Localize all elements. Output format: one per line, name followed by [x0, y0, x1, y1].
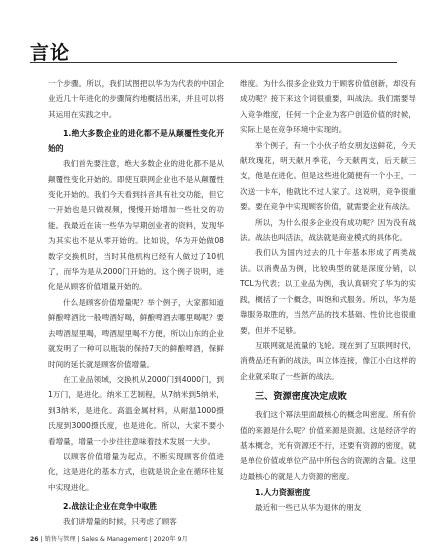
paragraph: 在工业品领域，交换机从2000门到4000门，到1万门，是进化。纳米工艺制程，从7纳米到5纳米，到3纳米，是进化。高温金属材料，从耐温1000摄氏度到3000摄氏度，也是进化。所以，大家不要小看增量，增量一小步往往意味着技术发展一大步。	[48, 374, 224, 446]
paragraph: 我们这个幂法里面最核心的概念叫密度。所有价值的来源是什么呢？价值来源是资源。这是经济学的基本概念，光有资源还不行，还要有资源的密度，就是单位价值或单位产品中所包含的资源的含量。这里边最核心的就是人力资源的密度。	[240, 410, 416, 481]
paragraph: 什么是顾客价值增量呢？举个例子，大家都知道鲜酿啤酒比一般啤酒好喝，鲜酿啤酒去哪里喝呢？要去啤酒屋里喝，啤酒屋里喝不方便，所以山东的企业就发明了一种可以瓶装的保持7天的鲜酿啤酒，保鲜时间的延长就是顾客价值增量。	[48, 297, 224, 369]
section-title: 言论	[30, 42, 71, 64]
subheading: 1.人力资源密度	[255, 488, 311, 498]
left-text-column	[48, 76, 224, 530]
paragraph: 一个步骤。所以，我们试图把以华为为代表的中国企业近几十年进化的步骤简约地概括出来，并且可以将其运用在实践之中。	[48, 79, 224, 119]
paragraph: 以顾客价值增量为起点，不断实现顾客价值进化，这是进化的基本方式，也就是说企业在循环往复中实现进化。	[48, 451, 224, 492]
paragraph: 举个例子，有一个小伙子给女朋友送鲜花，今天献玫瑰花，明天献月季花，今天献两支，后天献三支，他是在进化。但是这些进化随便有一个小王，一次送一卡车，他就比不过人家了。这说明，竞争很重要。要在竞争中实现顾客价值，就需要企业有战法。	[240, 140, 416, 212]
subheading: 1.绝大多数企业的进化都不是从颠覆性变化开始的	[48, 129, 224, 154]
page-footer	[30, 534, 188, 543]
paragraph: 我们认为国内过去的几十年基本形成了两类战法。以消费品为例，比较典型的就是深度分销，以TCL为代表；以工业品为例，我认真研究了华为的实践，概括了一个概念，叫饱和式服务。所以，华为是靠服务取胜的，当然产品的技术基础、性价比也很重要，但并不足够。	[240, 248, 416, 335]
header-divider	[30, 62, 397, 63]
subheading: 2.战法让企业在竞争中取胜	[63, 502, 158, 512]
page-number: 26	[30, 536, 39, 543]
paragraph: 所以，为什么很多企业没有成功呢？因为没有战法。战法也叫活法，战法就是商业模式的具体化。	[240, 217, 416, 243]
subheading: 三、资源密度决定成败	[255, 391, 347, 403]
publication-info: 销售与管理 | Sales & Management | 2020年 9月	[44, 536, 188, 543]
right-text-column	[240, 76, 416, 516]
page-header	[0, 0, 427, 62]
paragraph: 互联网就是流量的飞轮。现在到了互联网时代，消费品还有新的战法，叫立体连接，像江小白这样的企业就采取了一些新的战法。	[240, 340, 416, 381]
paragraph: 我们首先要注意，绝大多数企业的进化都不是从颠覆性变化开始的。即使互联网企业也不是从颠覆性变化开始的。我们今天看到抖音具有社交功能，但它一开始也是只做视频，慢慢开始增加一些社交的功能。我最近在读一些华为早期创业者的资料，发现华为其实也不是从零开始的。比如说，华为开始做08数字交换机时，当时其他机构已经有人做过了10机了，而华为是从2000门开始的。这个例子说明，进化是从顾客价值增量开始的。	[48, 159, 224, 292]
paragraph: 维度。为什么很多企业致力于顾客价值创新，却没有成功呢？接下来这个词很重要，叫战法。我们需要导入竞争维度，任何一个企业为客户创造价值的时候，实际上是在竞争环境中实现的。	[240, 79, 416, 135]
footer-separator: |	[40, 536, 45, 543]
paragraph: 最近和一些已从华为退休的朋友	[255, 503, 362, 513]
paragraph: 我们讲增量的时候，只考虑了顾客	[63, 517, 177, 527]
